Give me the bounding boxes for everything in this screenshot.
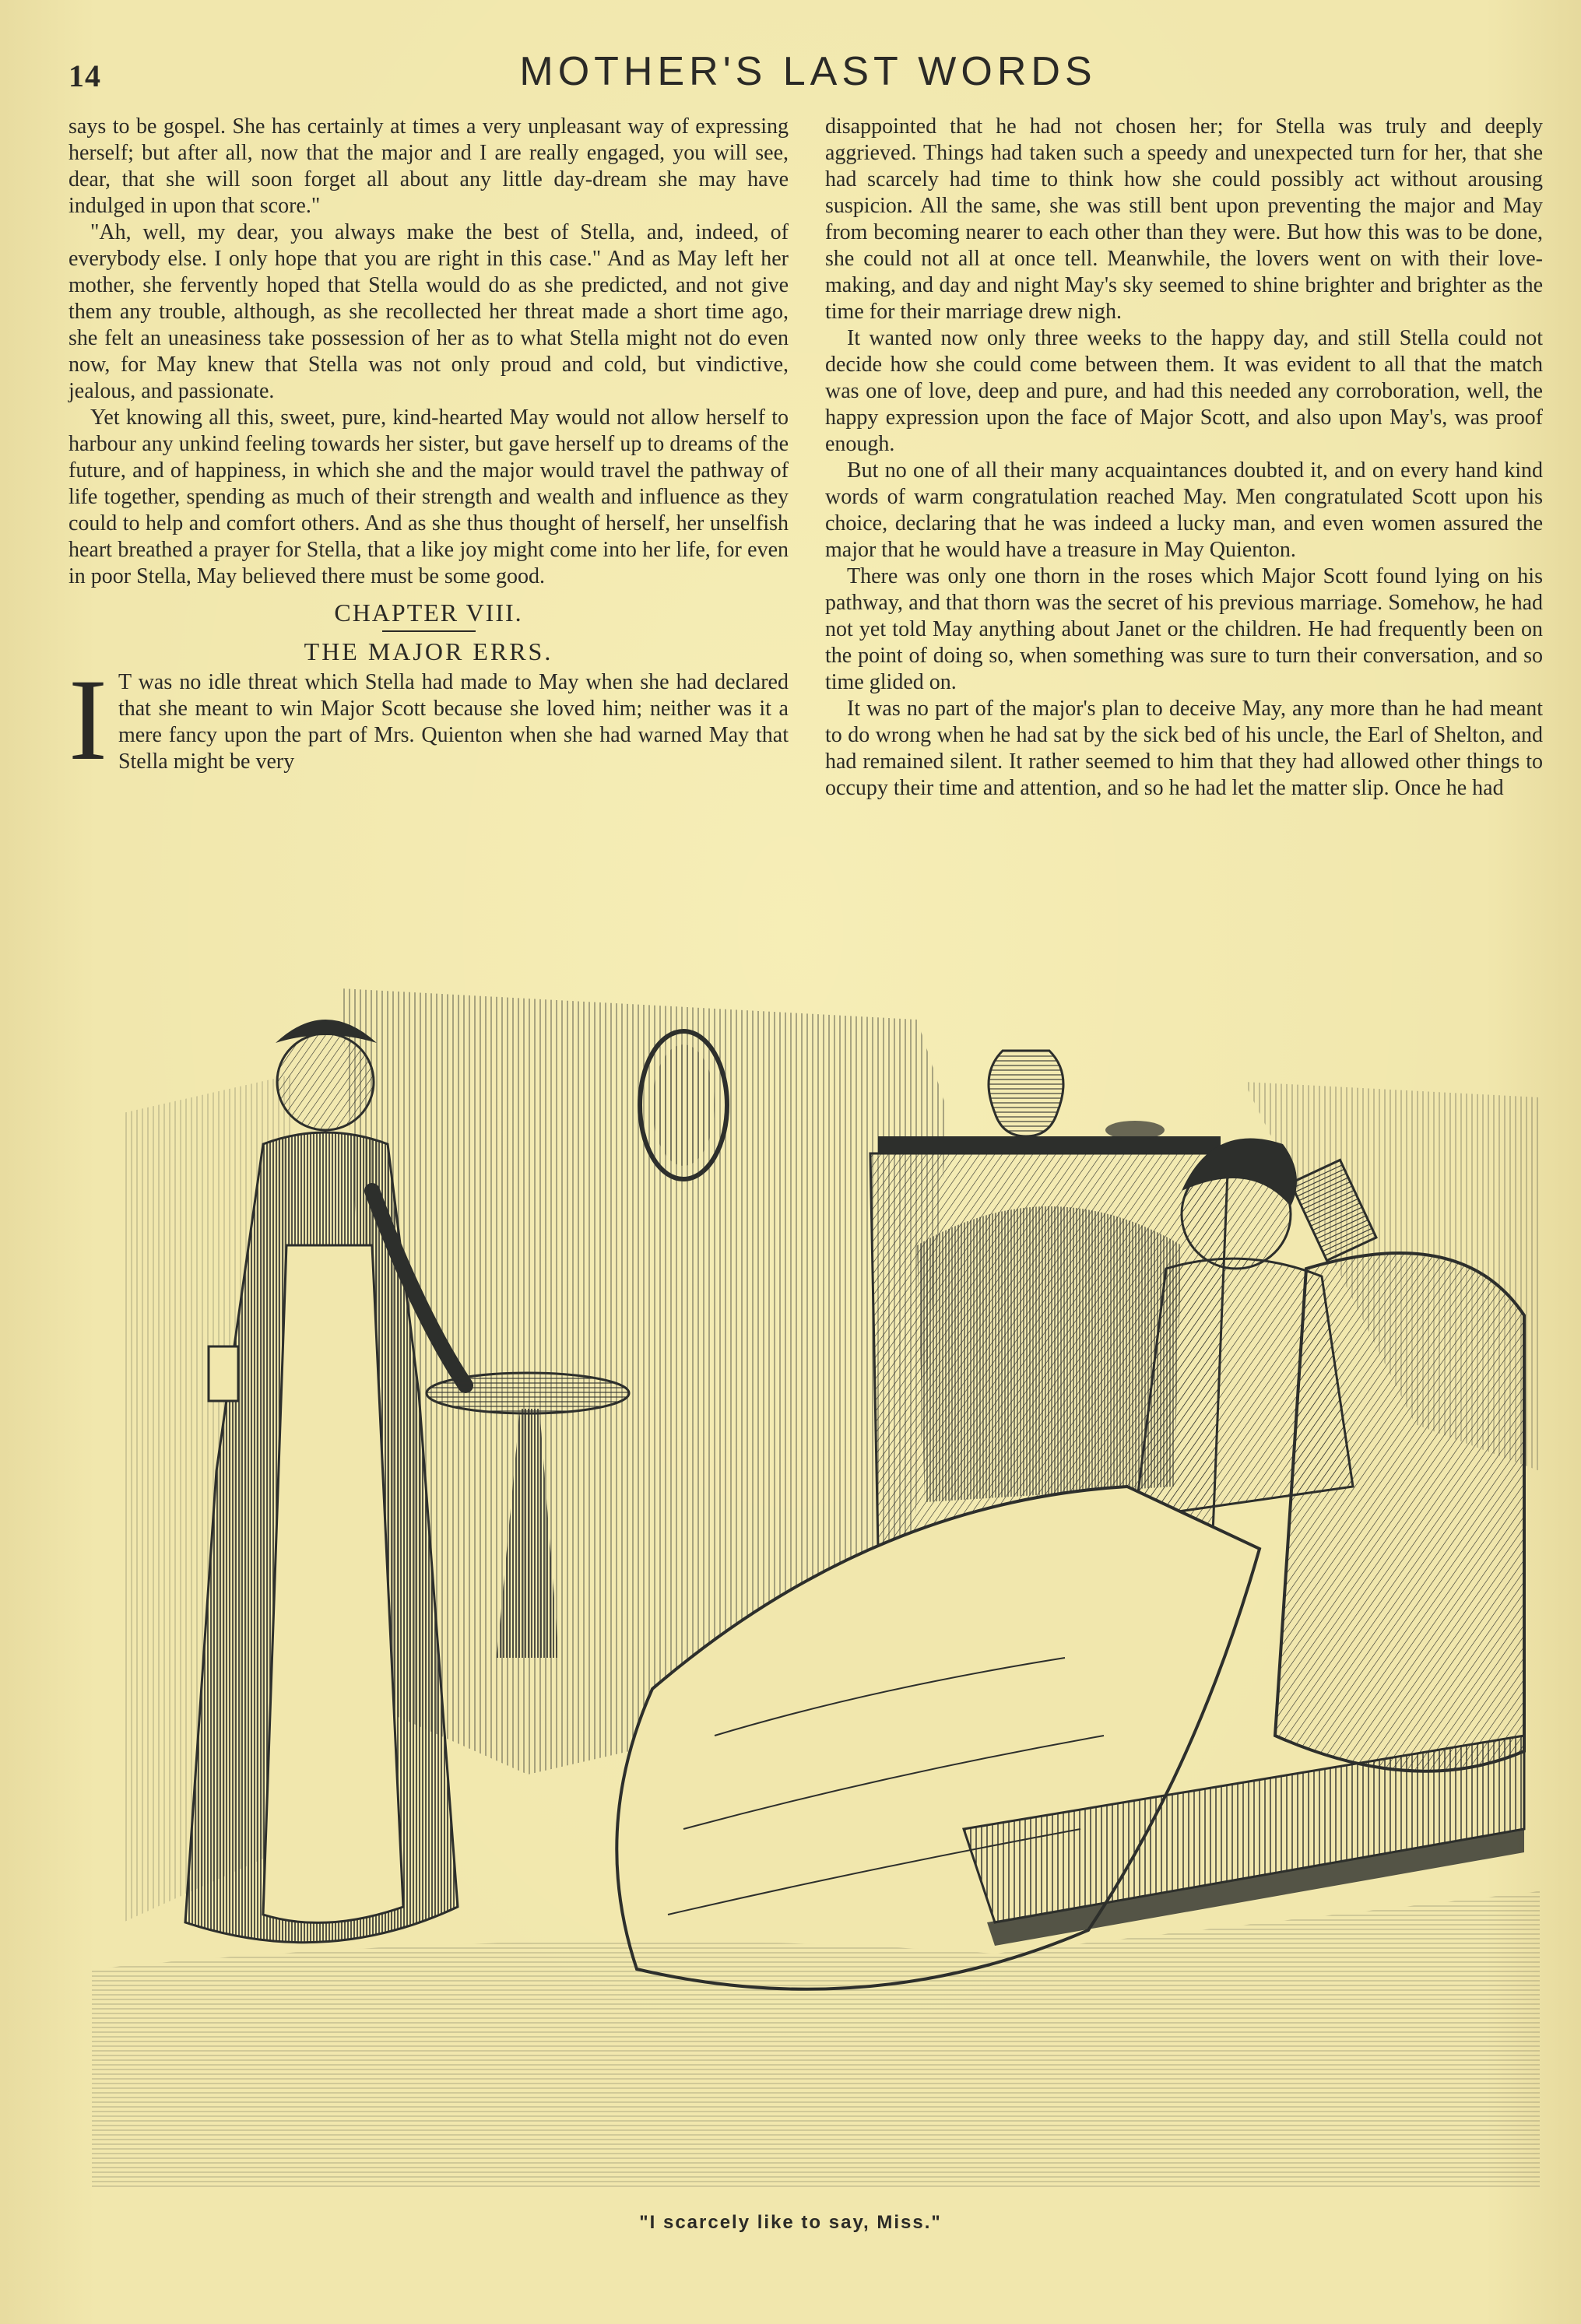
maid-head [277, 1034, 374, 1130]
bowl [1105, 1121, 1165, 1139]
running-title: MOTHER'S LAST WORDS [519, 49, 1097, 94]
left-paragraph-3: Yet knowing all this, sweet, pure, kind-hearted May would not allow herself to harbour any unkind feeling towards her sister, but gave herself up to dreams of the future, and of happiness, in which she and the major would travel the pathway of life together, spending as much of their strength and wealth and influence as they could to help and comfort others. And as she thus thought of herself, her unselfish heart breathed a prayer for Stella, that a like joy might come into her life, for even in poor Stella, May believed there must be some good. [69, 405, 789, 588]
engraving-svg [92, 988, 1540, 2187]
page-number: 14 [69, 58, 101, 93]
chapter-heading-block [69, 596, 789, 669]
sofa-back [1275, 1253, 1524, 1771]
side-table-top [427, 1373, 629, 1413]
page-header [69, 48, 1548, 103]
chapter-opening-paragraph [69, 655, 789, 785]
left-column [69, 114, 789, 785]
mantel-shelf [878, 1136, 1221, 1153]
engraving-illustration [92, 988, 1540, 2187]
right-column [825, 114, 1543, 802]
left-paragraph-2: "Ah, well, my dear, you always make the best of Stella, and, indeed, of everybody else. I only hope that you are right in this case." And as May left her mother, she fervently hoped that Stella would do as she predicted, and not give them any trouble, although, as she recollected her threat made a short time ago, she felt an uneasiness take possession of her as to what Stella might not do even now, for May knew that Stella was not only proud and cold, but vindictive, jealous, and passionate. [69, 220, 789, 403]
left-paragraph-1: says to be gospel. She has certainly at times a very unpleasant way of expressing herself; but after all, now that the major and I are really engaged, you will see, dear, that she will soon forget all about any little day-dream she may have indulged in upon that score." [69, 114, 789, 218]
note-in-hand [209, 1346, 238, 1401]
right-paragraph-5: It was no part of the major's plan to deceive May, any more than he had meant to do wrong when he had sat by the sick bed of his uncle, the Earl of Shelton, and had remained silent. It rather seemed to him that they had allowed other things to occupy their time and attention, and so he had let the matter slip. Once he had [825, 697, 1543, 800]
right-paragraph-3: But no one of all their many acquaintances doubted it, and on every hand kind words of warm congratulation reached May. Men congratulated Scott upon his choice, declaring that he was indeed a lucky man, and even women assured the major that he would have a treasure in May Quienton. [825, 458, 1543, 562]
illustration-caption: "I scarcely like to say, Miss." [639, 2212, 942, 2233]
chapter-number: CHAPTER VIII. [334, 599, 523, 627]
drop-cap: I [69, 655, 107, 785]
right-paragraph-1: disappointed that he had not chosen her; for Stella was truly and deeply aggrieved. Things had taken such a speedy and unexpected turn for her, that she had scarcely had time to think how she could possibly act without arousing suspicion. All the same, she was still bent upon preventing the major and May from becoming nearer to each other than they were. But how this was to be done, she could not all at once tell. Meanwhile, the lovers went on with their love-making, and day and night May's sky seemed to shine brighter and brighter as the time for their marriage drew nigh. [825, 114, 1543, 324]
chapter-title: THE MAJOR ERRS. [304, 637, 553, 665]
chapter-rule [382, 630, 476, 632]
right-paragraph-2: It wanted now only three weeks to the happy day, and still Stella could not decide how she could come between them. It was evident to all that the match was one of love, deep and pure, and had this needed any corroboration, well, the happy expression upon the face of Major Scott, and also upon May's, was proof enough. [825, 326, 1543, 456]
chapter-opening-text: T was no idle threat which Stella had made to May when she had declared that she meant to win Major Scott because she loved him; neither was it a mere fancy upon the part of Mrs. Quienton when she had warned May that Stella might be very [118, 670, 789, 774]
right-paragraph-4: There was only one thorn in the roses which Major Scott found lying on his pathway, and that thorn was the secret of his previous marriage. Somehow, he had not yet told May anything about Janet or the children. He had frequently been on the point of doing so, when something was sure to turn their conversation, and so time glided on. [825, 564, 1543, 694]
vase [989, 1051, 1063, 1136]
